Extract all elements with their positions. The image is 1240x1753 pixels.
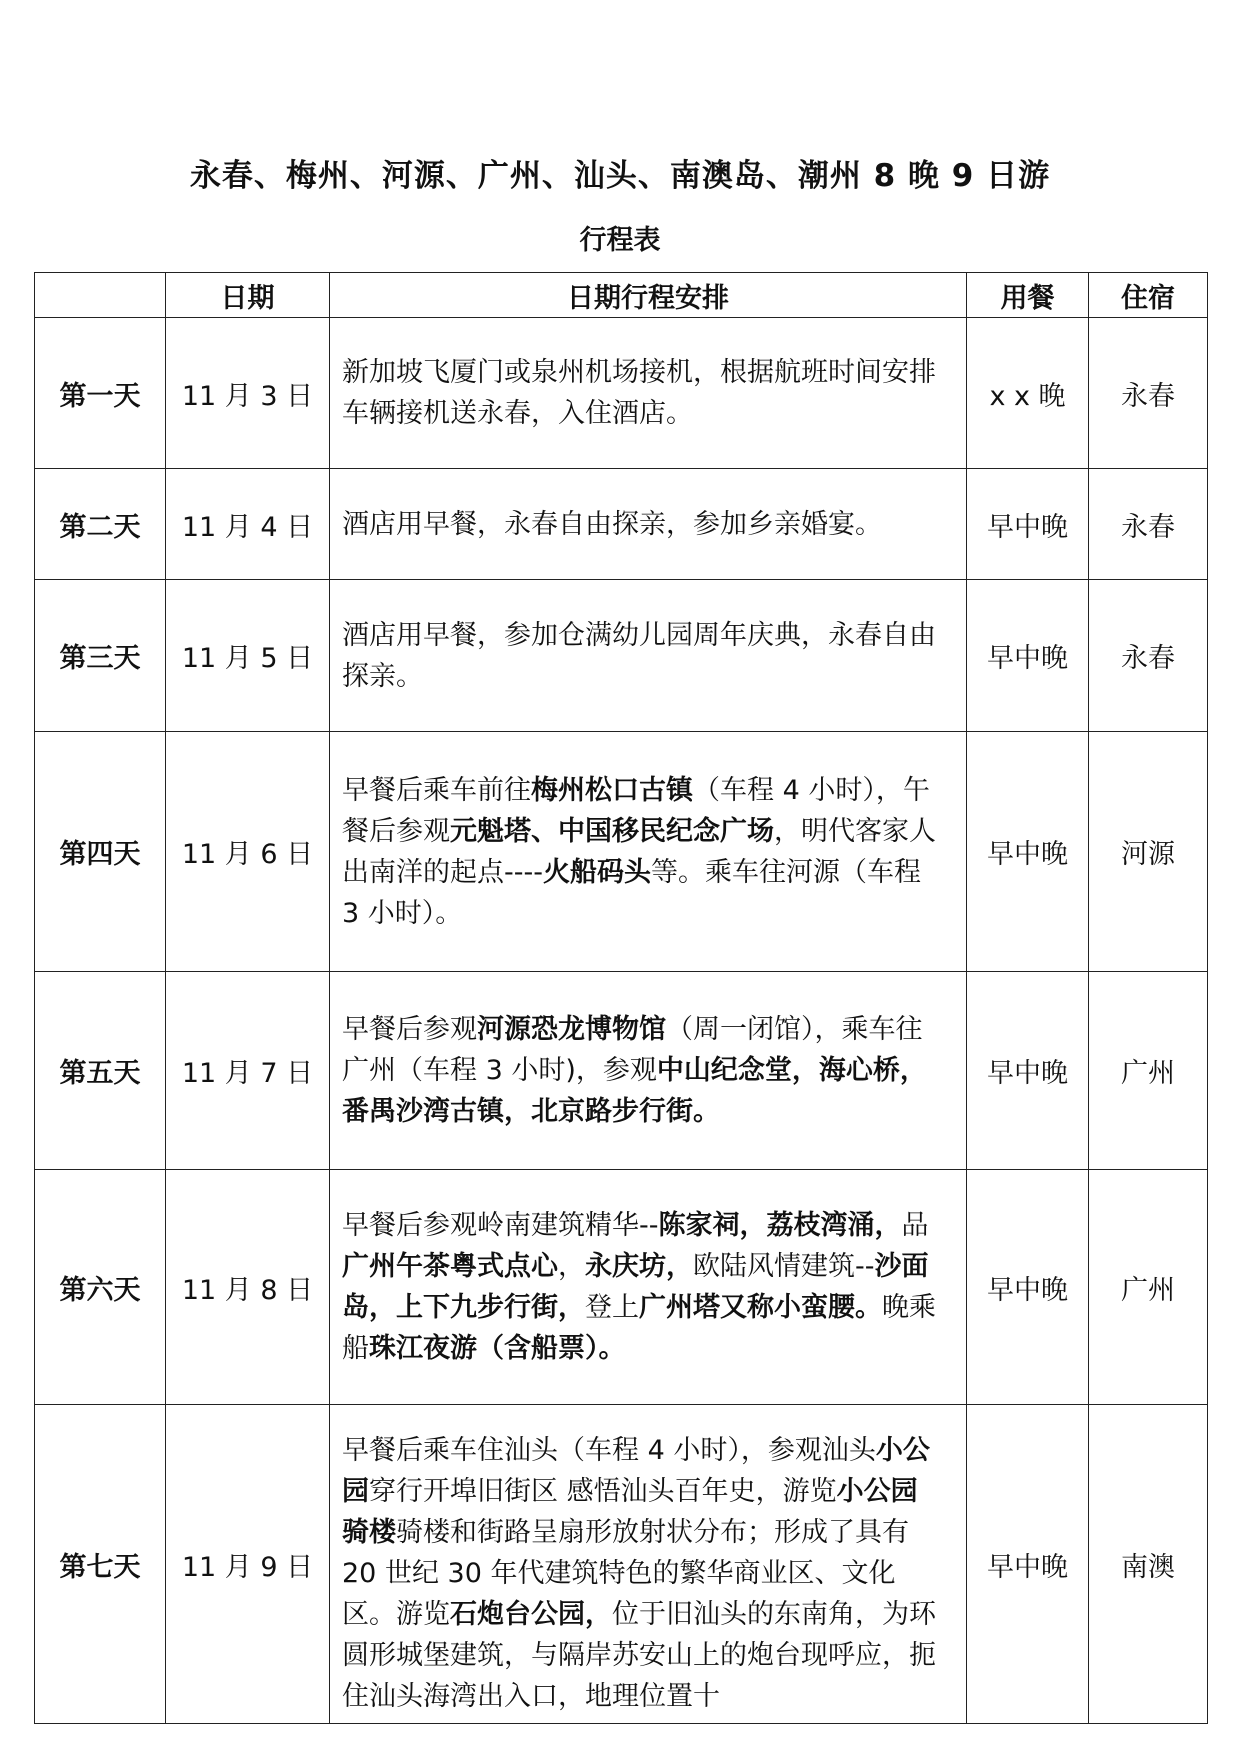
lodge-cell: 南澳 [1089,1405,1208,1724]
plan-cell [330,732,967,972]
meal-cell: x x 晚 [967,318,1089,469]
plan-segment: 欧陆风情建筑-- [693,1251,875,1282]
page-subtitle: 行程表 [579,225,661,256]
date-cell: 11 月 6 日 [166,732,330,972]
plan-segment: （车程 4 小时），午餐后参观 [342,774,930,847]
page-title: 永春、梅州、河源、广州、汕头、南澳岛、潮州 8 晚 9 日游 [189,158,1051,194]
plan-segment: 等。乘车往河源（车程 3 小时）。 [342,856,921,929]
header-lodge: 住宿 [1089,273,1208,318]
plan-text [342,770,944,934]
plan-segment: 早餐后乘车前往 [342,774,531,806]
plan-segment: 新加坡飞厦门或泉州机场接机，根据航班时间安排车辆接机送永春，入住酒店。 [342,357,936,429]
plan-highlight: 元魁塔、中国移民纪念广场 [450,815,774,847]
day-cell: 第七天 [35,1405,166,1724]
meal-cell: 早中晚 [967,732,1089,972]
plan-highlight: 沙面岛，上下九步行街， [342,1251,929,1323]
plan-highlight: 河源恐龙博物馆 [477,1014,666,1045]
plan-highlight: 小公园骑楼 [342,1475,918,1548]
plan-segment: 位于旧汕头的东南角，为环圆形城堡建筑，与隔岸苏安山上的炮台现呼应，扼住汕头海湾出入口，地理位置十 [342,1598,936,1712]
plan-segment: 登上 [585,1292,639,1323]
plan-cell [330,580,967,732]
plan-segment: ，明代客家人出南洋的起点---- [342,815,936,888]
table-header-row [35,273,1208,318]
day-cell: 第一天 [35,318,166,469]
plan-cell [330,972,967,1170]
plan-highlight: 梅州松口古镇 [531,774,693,806]
plan-segment: 早餐后参观岭南建筑精华-- [342,1210,659,1241]
plan-text [342,352,944,434]
plan-highlight: 广州午茶粤式点心 [342,1251,558,1282]
header-day [35,273,166,318]
lodge-cell: 河源 [1089,732,1208,972]
plan-segment: （周一闭馆），乘车往广州（车程 3 小时)，参观 [342,1014,923,1086]
table-row [35,732,1208,972]
day-cell: 第三天 [35,580,166,732]
date-cell: 11 月 3 日 [166,318,330,469]
plan-highlight: 石炮台公园， [450,1598,612,1630]
plan-text [342,1009,944,1132]
table-row [35,972,1208,1170]
plan-highlight: 小公园 [342,1434,930,1507]
plan-text [342,1205,944,1369]
table-row [35,1405,1208,1724]
lodge-cell: 永春 [1089,318,1208,469]
lodge-cell: 永春 [1089,469,1208,580]
plan-highlight: 永庆坊， [585,1251,693,1282]
plan-segment: 早餐后乘车住汕头（车程 4 小时），参观汕头 [342,1434,876,1466]
meal-cell: 早中晚 [967,972,1089,1170]
plan-highlight: 广州塔又称小蛮腰。 [639,1292,882,1323]
plan-text [342,615,944,697]
plan-segment: 酒店用早餐，永春自由探亲，参加乡亲婚宴。 [342,508,882,540]
table-row [35,580,1208,732]
plan-segment: 晚乘船 [342,1292,936,1364]
table-row [35,318,1208,469]
plan-cell [330,318,967,469]
plan-highlight: 中山纪念堂，海心桥，番禺沙湾古镇，北京路步行街。 [342,1055,927,1127]
plan-segment: 穿行开埠旧街区 感悟汕头百年史，游览 [369,1475,837,1507]
date-cell: 11 月 5 日 [166,580,330,732]
plan-cell [330,469,967,580]
plan-cell [330,1170,967,1405]
plan-segment: ， [558,1251,585,1282]
plan-segment: 骑楼和街路呈扇形放射状分布；形成了具有 20 世纪 30 年代建筑特色的繁华商业区、文化区。游览 [342,1516,909,1630]
lodge-cell: 广州 [1089,1170,1208,1405]
day-cell: 第五天 [35,972,166,1170]
table-row [35,1170,1208,1405]
meal-cell: 早中晚 [967,580,1089,732]
plan-segment: 酒店用早餐，参加仓满幼儿园周年庆典，永春自由探亲。 [342,619,936,692]
header-date: 日期 [166,273,330,318]
date-cell: 11 月 4 日 [166,469,330,580]
meal-cell: 早中晚 [967,469,1089,580]
day-cell: 第二天 [35,469,166,580]
meal-cell: 早中晚 [967,1405,1089,1724]
header-meal: 用餐 [967,273,1089,318]
plan-segment: 品 [901,1210,929,1241]
date-cell: 11 月 7 日 [166,972,330,1170]
date-cell: 11 月 9 日 [166,1405,330,1724]
day-cell: 第六天 [35,1170,166,1405]
plan-highlight: 火船码头 [542,856,651,888]
plan-highlight: 珠江夜游（含船票）。 [369,1333,626,1364]
plan-cell [330,1405,967,1724]
itinerary-table [34,272,1208,1724]
date-cell: 11 月 8 日 [166,1170,330,1405]
plan-text [342,504,882,545]
lodge-cell: 广州 [1089,972,1208,1170]
table-row [35,469,1208,580]
header-plan: 日期行程安排 [330,273,967,318]
day-cell: 第四天 [35,732,166,972]
plan-segment: 早餐后参观 [342,1014,477,1045]
plan-text [342,1430,944,1717]
lodge-cell: 永春 [1089,580,1208,732]
meal-cell: 早中晚 [967,1170,1089,1405]
plan-highlight: 陈家祠，荔枝湾涌， [658,1210,902,1241]
